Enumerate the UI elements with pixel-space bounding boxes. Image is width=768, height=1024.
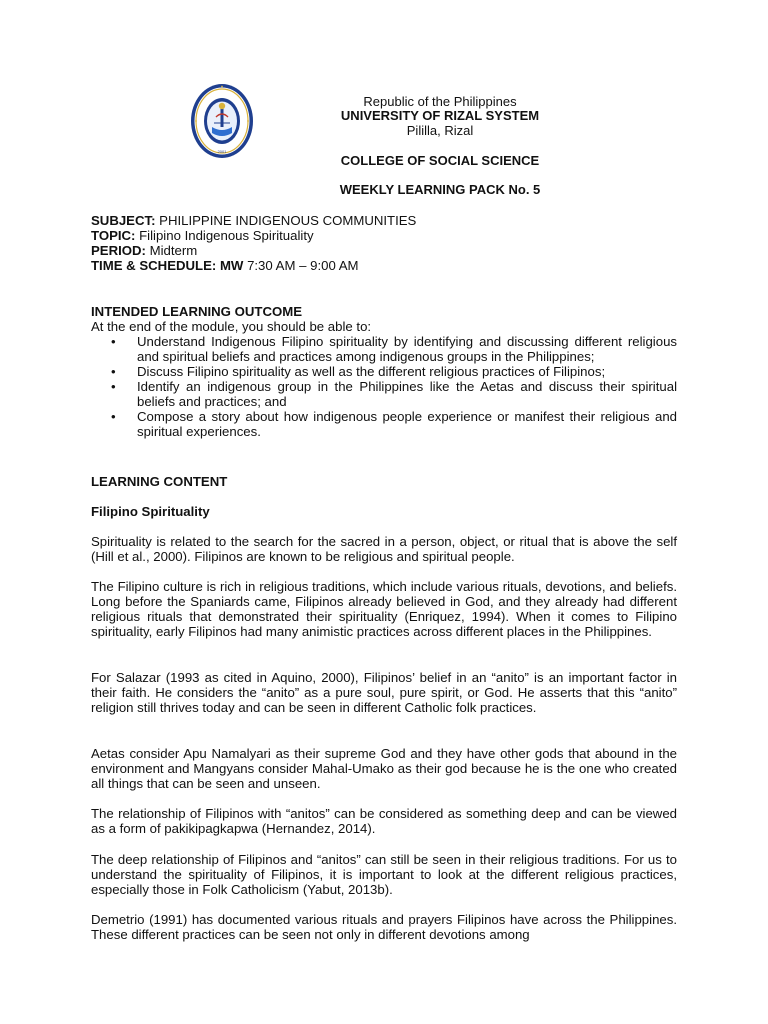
topic-row: [91, 228, 677, 243]
subject-row: [91, 213, 677, 228]
svg-text:2001: 2001: [217, 149, 227, 154]
header-republic: Republic of the Philippines: [363, 94, 517, 109]
period-value: Midterm: [149, 243, 198, 258]
learning-outcome-heading: INTENDED LEARNING OUTCOME: [91, 304, 302, 319]
bullet-icon: •: [111, 334, 116, 349]
content-paragraph: The deep relationship of Filipinos and “anitos” can still be seen in their religious traditions. For us to understand the spirituality of Filipinos, it is important to look at the different religious practices, especially those in Folk Catholicism (Yabut, 2013b).: [91, 852, 677, 897]
course-info: [91, 213, 677, 273]
list-item: [91, 364, 677, 379]
header-location: Pililla, Rizal: [406, 123, 474, 138]
period-label: PERIOD:: [91, 243, 146, 258]
content-paragraph: Spirituality is related to the search for the sacred in a person, object, or ritual that is above the self (Hill et al., 2000). Filipinos are known to be religious and spiritual people.: [91, 534, 677, 564]
schedule-label: TIME & SCHEDULE: MW: [91, 258, 244, 273]
content-paragraph: The relationship of Filipinos with “anitos” can be considered as something deep and can be viewed as a form of pakikipagkapwa (Hernandez, 2014).: [91, 806, 677, 836]
content-subheading: Filipino Spirituality: [91, 504, 210, 519]
learning-outcome-intro: At the end of the module, you should be able to:: [91, 319, 372, 334]
list-item: [91, 334, 677, 364]
bullet-icon: •: [111, 379, 116, 394]
list-item-text: Identify an indigenous group in the Philippines like the Aetas and discuss their spiritual beliefs and practices; and: [137, 379, 677, 409]
schedule-row: [91, 258, 677, 273]
content-paragraph: The Filipino culture is rich in religious traditions, which include various rituals, devotions, and beliefs. Long before the Spaniards came, Filipinos already believed in God, and they already had different religious rituals that demonstrated their spirituality (Enriquez, 1994). When it comes to Filipino spirituality, early Filipinos had many animistic practices across different places in the Philippines.: [91, 579, 677, 639]
content-paragraph: Aetas consider Apu Namalyari as their supreme God and they have other gods that abound in the environment and Mangyans consider Mahal-Umako as their god because he is the one who created all things that can be seen and unseen.: [91, 746, 677, 791]
learning-outcome-list: [91, 334, 677, 439]
header-pack-title: WEEKLY LEARNING PACK No. 5: [339, 182, 541, 197]
content-paragraph: For Salazar (1993 as cited in Aquino, 2000), Filipinos’ belief in an “anito” is an important factor in their faith. He considers the “anito” as a pure soul, pure spirit, or God. He asserts that this “anito” religion still thrives today and can be seen in different Catholic folk practices.: [91, 670, 677, 715]
period-row: [91, 243, 677, 258]
header-university: UNIVERSITY OF RIZAL SYSTEM: [340, 108, 540, 123]
content-paragraph: Demetrio (1991) has documented various rituals and prayers Filipinos have across the Philippines. These different practices can be seen not only in different devotions among: [91, 912, 677, 942]
topic-label: TOPIC:: [91, 228, 136, 243]
list-item-text: Understand Indigenous Filipino spirituality by identifying and discussing different religious and spiritual beliefs and practices among indigenous groups in the Philippines;: [137, 334, 677, 364]
schedule-value: 7:30 AM – 9:00 AM: [247, 258, 359, 273]
header-college: COLLEGE OF SOCIAL SCIENCE: [340, 153, 540, 168]
learning-outcome-section: [91, 304, 677, 439]
subject-label: SUBJECT:: [91, 213, 156, 228]
list-item-text: Compose a story about how indigenous people experience or manifest their religious and spiritual experiences.: [137, 409, 677, 439]
subject-value: PHILIPPINE INDIGENOUS COMMUNITIES: [159, 213, 417, 228]
list-item: [91, 409, 677, 439]
list-item: [91, 379, 677, 409]
topic-value: Filipino Indigenous Spirituality: [139, 228, 314, 243]
learning-content-heading: LEARNING CONTENT: [91, 474, 228, 489]
bullet-icon: •: [111, 364, 116, 379]
bullet-icon: •: [111, 409, 116, 424]
list-item-text: Discuss Filipino spirituality as well as the different religious practices of Filipinos;: [137, 364, 606, 379]
